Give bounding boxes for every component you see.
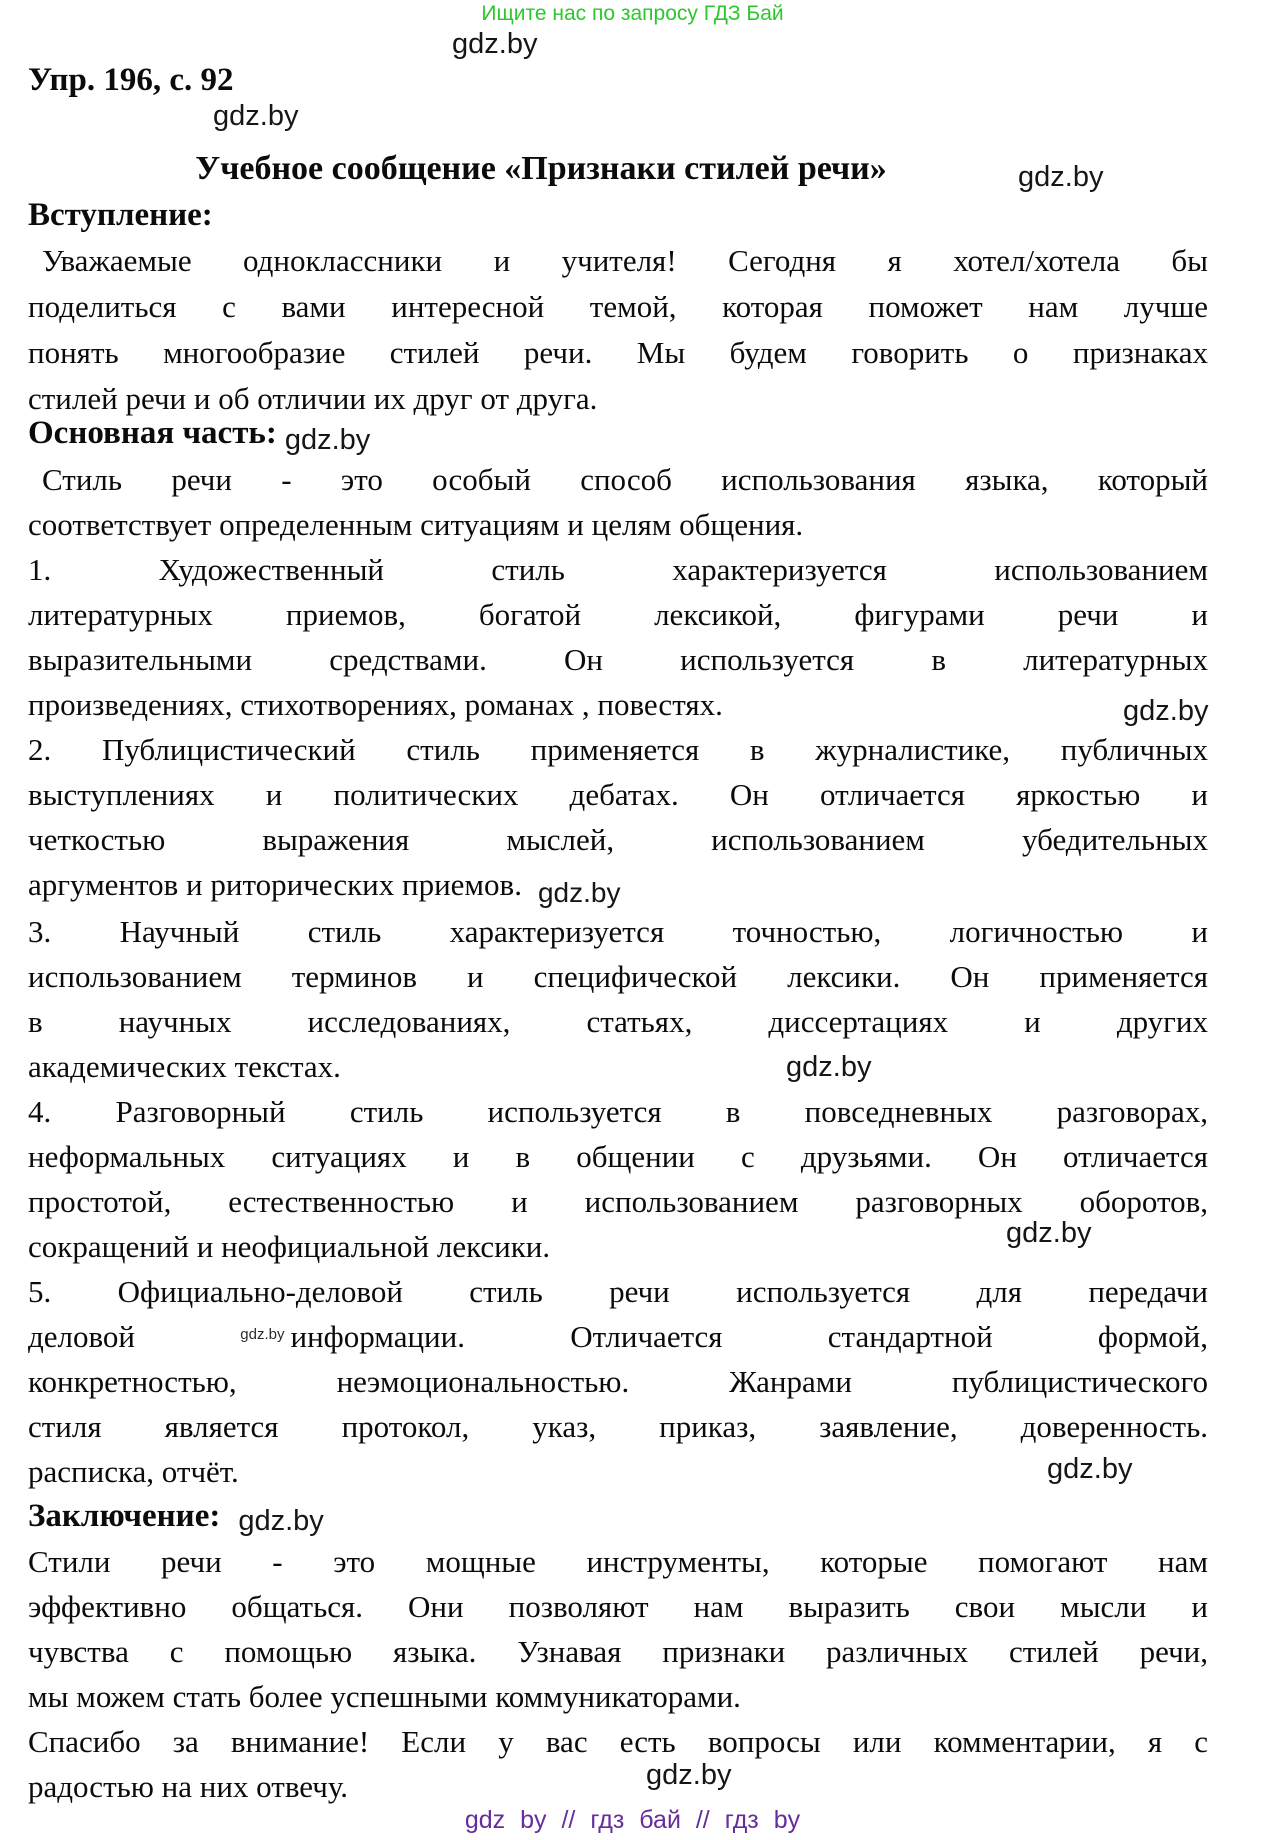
heading-text: Заключение: <box>28 1498 221 1534</box>
body-line: 4. Разговорный стиль используется в повседневных разговорах, <box>28 1094 1208 1129</box>
gdzby-watermark: gdz.by <box>1047 1453 1133 1485</box>
body-line: 1. Художественный стиль характеризуется использованием <box>28 552 1208 587</box>
body-line: неформальных ситуациях и в общении с друзьями. Он отличается <box>28 1139 1208 1174</box>
body-line: литературных приемов, богатой лексикой, фигурами речи и <box>28 597 1208 632</box>
body-line <box>28 1314 1208 1359</box>
gdzby-watermark: gdz.by <box>537 877 621 908</box>
body-line: Уважаемые одноклассники и учителя! Сегодня я хотел/хотела бы <box>42 243 1208 278</box>
body-line: понять многообразие стилей речи. Мы будем говорить о признаках <box>28 335 1208 370</box>
body-line: четкостью выражения мыслей, использованием убедительных <box>28 822 1208 857</box>
heading-text: Основная часть: <box>28 415 277 451</box>
gdzby-watermark: gdz.by <box>452 28 538 60</box>
exercise-reference: Упр. 196, с. 92 <box>28 62 234 98</box>
gdzby-watermark: gdz.by <box>240 1326 285 1343</box>
gdzby-watermark: gdz.by <box>213 100 299 132</box>
section-heading-conclusion <box>28 1494 1208 1539</box>
body-line: произведениях, стихотворениях, романах , повестях. <box>28 687 723 722</box>
body-line: соответствует определенным ситуациям и целям общения. <box>28 507 804 542</box>
body-line: академических текстах. <box>28 1049 341 1084</box>
body-line: эффективно общаться. Они позволяют нам выразить свои мысли и <box>28 1589 1208 1624</box>
body-line: простотой, естественностью и использованием разговорных оборотов, <box>28 1184 1208 1219</box>
section-heading-main <box>28 411 1208 457</box>
gdzby-watermark: gdz.by <box>646 1759 732 1791</box>
body-line: Спасибо за внимание! Если у вас есть вопросы или комментарии, я с <box>28 1724 1208 1759</box>
body-line: 2. Публицистический стиль применяется в журналистике, публичных <box>28 732 1208 767</box>
body-line: чувства с помощью языка. Узнавая признаки различных стилей речи, <box>28 1634 1208 1669</box>
body-line: в научных исследованиях, статьях, диссертациях и других <box>28 1004 1208 1039</box>
body-text: деловой <box>28 1319 136 1354</box>
body-line: Стиль речи - это особый способ использования языка, который <box>42 462 1208 497</box>
gdzby-watermark: gdz.by <box>1006 1217 1092 1249</box>
gdzby-watermark: gdz.by <box>786 1051 872 1083</box>
body-line: мы можем стать более успешными коммуникаторами. <box>28 1679 741 1714</box>
body-line: выступлениях и политических дебатах. Он отличается яркостью и <box>28 777 1208 812</box>
body-line: поделиться с вами интересной темой, которая поможет нам лучше <box>28 289 1208 324</box>
body-text: информации. Отличается стандартной формой, <box>290 1319 1208 1354</box>
document-title: Учебное сообщение «Признаки стилей речи» <box>195 150 887 187</box>
promo-banner: Ищите нас по запросу ГДЗ Бай <box>481 2 784 25</box>
body-line: 3. Научный стиль характеризуется точностью, логичностью и <box>28 914 1208 949</box>
body-line: Стили речи - это мощные инструменты, которые помогают нам <box>28 1544 1208 1579</box>
body-line: 5. Официально-деловой стиль речи используется для передачи <box>28 1274 1208 1309</box>
gdzby-watermark: gdz.by <box>1018 161 1104 193</box>
body-line <box>28 862 1208 909</box>
body-line: стилей речи и об отличии их друг от друга. <box>28 381 598 416</box>
gdzby-watermark: gdz.by <box>238 1505 324 1537</box>
body-line: стиля является протокол, указ, приказ, заявление, доверенность. <box>28 1409 1208 1444</box>
body-text: аргументов и риторических приемов. <box>28 867 522 902</box>
body-line: выразительными средствами. Он используется в литературных <box>28 642 1208 677</box>
gdzby-watermark: gdz.by <box>1123 695 1209 727</box>
intro-section <box>28 192 1208 422</box>
body-line: расписка, отчёт. <box>28 1454 239 1489</box>
body-line: использованием терминов и специфической лексики. Он применяется <box>28 959 1208 994</box>
footer-links: gdz by // гдз бай // гдз by <box>464 1806 801 1834</box>
main-section <box>28 411 1208 1809</box>
body-line: радостью на них отвечу. <box>28 1769 349 1804</box>
body-line: конкретностью, неэмоциональностью. Жанрами публицистического <box>28 1364 1208 1399</box>
section-heading-intro: Вступление: <box>28 197 213 233</box>
gdzby-watermark: gdz.by <box>284 424 371 456</box>
body-line: сокращений и неофициальной лексики. <box>28 1229 551 1264</box>
